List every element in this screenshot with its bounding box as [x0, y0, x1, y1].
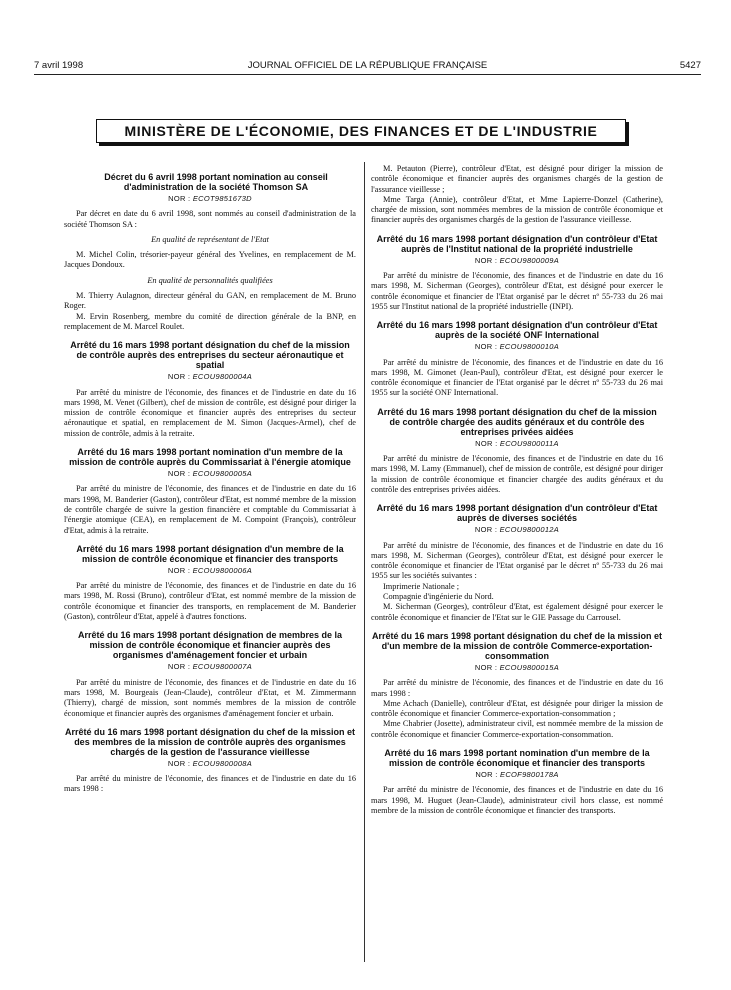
nor-reference: NOR : ECOT9851673D — [168, 194, 252, 203]
header-rule — [34, 74, 701, 75]
subheading: En qualité de personnalités qualifiées — [147, 275, 273, 285]
nor-code: ECOU9800008A — [192, 758, 253, 768]
nor-reference: NOR : ECOU9800006A — [167, 565, 253, 575]
paragraph: Par arrêté du ministre de l'économie, des finances et de l'industrie en date du 16 mars 1998, M. Sicherman (Georges), contrôleur d'Etat, est désigné pour exercer le contrôle économique et financier de l'Etat organisé par le décret nº 55-733 du 26 mai 1955 sur l'Institut national de la propriété industrielle (INPI). — [371, 271, 663, 311]
section-title: Arrêté du 16 mars 1998 portant désignation d'un membre de la mission de contrôle économique et financier des transports — [76, 543, 344, 564]
section-title: Arrêté du 16 mars 1998 portant désignation du chef de la mission de contrôle auprès des entreprises du secteur aéronautique et spatial — [70, 340, 350, 371]
section-title: Arrêté du 16 mars 1998 portant désignation du chef de la mission et des membres de la mission de contrôle auprès des organismes chargés de la gestion de l'assurance vieillesse — [64, 726, 356, 757]
nor-code: ECOU9800012A — [499, 525, 560, 535]
nor-reference: NOR : ECOU9800015A — [474, 662, 560, 672]
paragraph: Par arrêté du ministre de l'économie, des finances et de l'industrie en date du 16 mars 1998, M. Sicherman (Georges), contrôleur d'Etat, est désigné pour exercer le contrôle économique et financier de l'Etat organisé par le décret nº 55-733 du 26 mai 1955 sur les sociétés suivantes : — [371, 540, 663, 581]
header-date: 7 avril 1998 — [34, 60, 84, 71]
nor-reference: NOR : ECOU9800009A — [474, 255, 560, 265]
paragraph: Par décret en date du 6 avril 1998, sont nommés au conseil d'administration de la société Thomson SA : — [64, 209, 356, 229]
nor-code: ECOF9800178A — [500, 769, 559, 779]
nor-code: ECOU9800006A — [192, 565, 253, 575]
paragraph: Par arrêté du ministre de l'économie, des finances et de l'industrie en date du 16 mars 1998 : — [371, 678, 663, 698]
left-column — [64, 164, 356, 795]
paragraph: Par arrêté du ministre de l'économie, des finances et de l'industrie en date du 16 mars 1998, M. Rossi (Bruno), contrôleur d'Etat, est nommé membre de la mission de contrôle économique et financier des transports, en remplacement de M. Banderier (Gaston), contrôleur d'Etat, appelé à d'autres fonctions. — [64, 581, 356, 622]
paragraph: Par arrêté du ministre de l'économie, des finances et de l'industrie en date du 16 mars 1998, M. Gimonet (Jean-Paul), contrôleur d'Etat, est désigné pour exercer le contrôle économique et financier de l'Etat organisé par le décret nº 55-733 du 26 mai 1955 sur la société ONF International. — [371, 357, 663, 398]
nor-code: ECOU9800011A — [499, 438, 559, 448]
header-journal-title: JOURNAL OFFICIEL DE LA RÉPUBLIQUE FRANÇAISE — [247, 60, 488, 71]
paragraph: Par arrêté du ministre de l'économie, des finances et de l'industrie en date du 16 mars 1998, M. Venet (Gilbert), chef de mission de contrôle, est désigné pour diriger la mission de contrôle économique et financier auprès des entreprises du secteur aéronautique et spatial, en remplacement de M. Simon (Jacques-Armel), chef de mission de contrôle, admis à la retraite. — [64, 387, 356, 438]
nor-code: ECOU9800010A — [499, 342, 560, 352]
section-title: Arrêté du 16 mars 1998 portant nomination d'un membre de la mission de contrôle économique et financier des transports — [384, 747, 650, 768]
ministry-banner: MINISTÈRE DE L'ÉCONOMIE, DES FINANCES ET DE L'INDUSTRIE — [96, 119, 626, 143]
paragraph: Mme Chabrier (Josette), administrateur civil, est nommée membre de la mission de contrôle économique et financier Commerce-exportation-consommation. — [371, 719, 663, 739]
nor-code: ECOU9800009A — [499, 255, 560, 265]
section-title: Décret du 6 avril 1998 portant nomination au conseil d'administration de la société Thomson SA — [104, 172, 328, 192]
paragraph: Par arrêté du ministre de l'économie, des finances et de l'industrie en date du 16 mars 1998, M. Banderier (Gaston), contrôleur d'Etat, est nommé membre de la mission de contrôle chargée de suivre la gestion financière et comptable du Commissariat à l'énergie atomique (CEA), en remplacement de M. Compoint (François), contrôleur d'Etat, admis à la retraite. — [64, 484, 356, 535]
nor-reference: NOR : ECOU9800012A — [474, 525, 560, 535]
list-item: Compagnie d'ingénierie du Nord. — [383, 592, 494, 602]
nor-code: ECOU9800004A — [192, 372, 253, 382]
section-title: Arrêté du 16 mars 1998 portant désignation d'un contrôleur d'Etat auprès de diverses sociétés — [376, 503, 658, 524]
paragraph: Par arrêté du ministre de l'économie, des finances et de l'industrie en date du 16 mars 1998, M. Bourgeais (Jean-Claude), contrôleur d'Etat, et M. Zimmermann (Thierry), chargé de mission, sont nommés membres de la mission de contrôle économique et financier auprès des organismes d'aménagement foncier et urbain. — [64, 677, 356, 718]
right-column — [371, 164, 663, 816]
paragraph: Par arrêté du ministre de l'économie, des finances et de l'industrie en date du 16 mars 1998, M. Lamy (Emmanuel), chef de mission de contrôle, est désigné pour diriger la mission de contrôle économique et financier chargée des audits généraux et du contrôle des entreprises privées aidées. — [371, 454, 663, 494]
paragraph: M. Michel Colin, trésorier-payeur général des Yvelines, en remplacement de M. Jacques Dondoux. — [64, 250, 356, 270]
paragraph: M. Petauton (Pierre), contrôleur d'Etat, est désigné pour diriger la mission de contrôle économique et financier auprès des organismes chargés de la gestion de l'assurance vieillesse ; — [371, 164, 663, 194]
nor-reference: NOR : ECOF9800178A — [475, 769, 559, 779]
nor-reference: NOR : ECOU9800008A — [167, 758, 253, 768]
section-title: Arrêté du 16 mars 1998 portant désignation du chef de la mission de contrôle chargée des audits généraux et du contrôle des entreprises privées aidées — [377, 406, 657, 437]
nor-reference: NOR : ECOU9800011A — [475, 438, 559, 448]
paragraph: M. Thierry Aulagnon, directeur général du GAN, en remplacement de M. Bruno Roger. — [64, 291, 356, 311]
nor-reference: NOR : ECOU9800007A — [167, 662, 253, 672]
section-title: Arrêté du 16 mars 1998 portant désignation de membres de la mission de contrôle économique et financier auprès des organismes d'aménagement foncier et urbain — [77, 630, 343, 661]
nor-reference: NOR : ECOU9800005A — [167, 469, 253, 479]
paragraph: M. Ervin Rosenberg, membre du comité de direction générale de la BNP, en remplacement de M. Marcel Roulet. — [64, 311, 356, 331]
paragraph: Mme Achach (Danielle), contrôleur d'Etat, est désignée pour diriger la mission de contrôle économique et financier Commerce-exportation-consommation ; — [371, 698, 663, 719]
subheading: En qualité de représentant de l'Etat — [151, 234, 269, 244]
section-title: Arrêté du 16 mars 1998 portant désignation d'un contrôleur d'Etat auprès de la société ONF International — [376, 320, 658, 341]
paragraph: Par arrêté du ministre de l'économie, des finances et de l'industrie en date du 16 mars 1998, M. Huguet (Jean-Claude), administrateur civil hors classe, est nommé membre de la mission de contrôle économique et financier des transports. — [371, 785, 663, 815]
nor-code: ECOU9800015A — [499, 662, 560, 672]
paragraph: Par arrêté du ministre de l'économie, des finances et de l'industrie en date du 16 mars 1998 : — [64, 774, 356, 794]
column-divider — [364, 162, 365, 962]
nor-reference: NOR : ECOU9800010A — [474, 342, 560, 352]
section-title: Arrêté du 16 mars 1998 portant nomination d'un membre de la mission de contrôle auprès du Commissariat à l'énergie atomique — [69, 447, 351, 468]
section-title: Arrêté du 16 mars 1998 portant désignation du chef de la mission et d'un membre de la mission de contrôle Commerce-exportation-consommation — [371, 630, 663, 661]
running-header — [34, 60, 701, 74]
nor-code: ECOU9800005A — [192, 469, 253, 479]
header-page-number: 5427 — [679, 60, 701, 71]
nor-reference: NOR : ECOU9800004A — [167, 372, 253, 382]
nor-code: ECOU9800007A — [192, 662, 253, 672]
paragraph: Mme Targa (Annie), contrôleur d'Etat, et Mme Lapierre-Donzel (Catherine), chargée de mission, sont nommées membres de la mission de contrôle économique et financier auprès des organismes chargés de la gestion de l'assurance vieillesse. — [371, 194, 663, 225]
nor-code: ECOT9851673D — [192, 194, 252, 203]
section-title: Arrêté du 16 mars 1998 portant désignation d'un contrôleur d'Etat auprès de l'Institut national de la propriété industrielle — [376, 233, 658, 254]
paragraph: M. Sicherman (Georges), contrôleur d'Etat, est également désigné pour exercer le contrôle économique et financier de l'Etat sur le GIE Passage du Carrousel. — [371, 602, 663, 622]
list-item: Imprimerie Nationale ; — [383, 581, 460, 591]
